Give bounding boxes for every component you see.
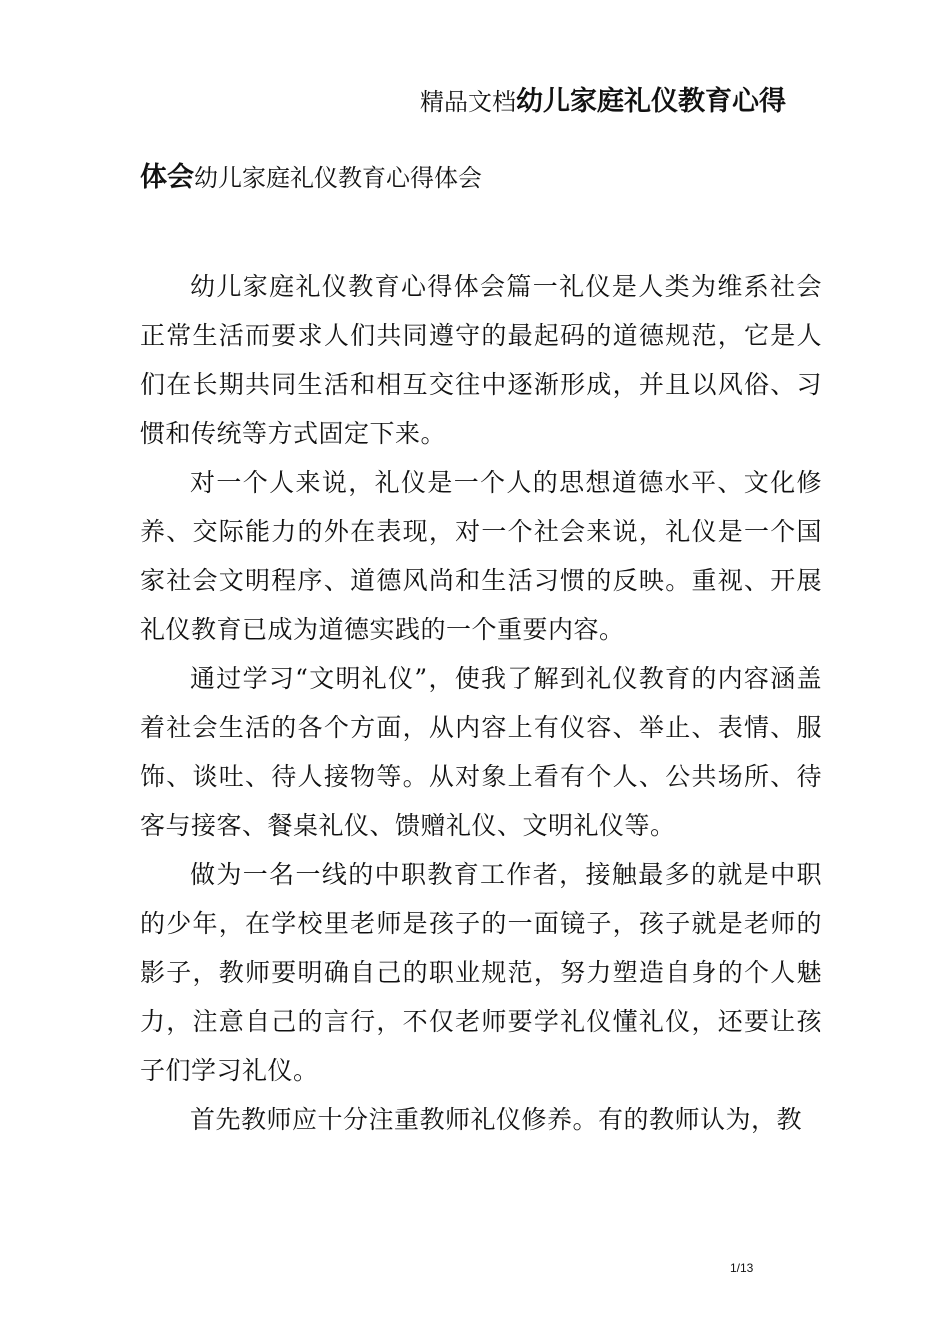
document-header <box>420 82 786 122</box>
paragraph-5: 首先教师应十分注重教师礼仪修养。有的教师认为，教 <box>190 1105 803 1134</box>
title-text: 幼儿家庭礼仪教育心得体会 <box>194 164 482 192</box>
title-bold-part: 体会 <box>140 162 194 193</box>
title-continuation <box>140 158 482 198</box>
page-number: 1/13 <box>730 1261 754 1275</box>
header-prefix: 精品文档 <box>420 88 516 116</box>
paragraph-4: 做为一名一线的中职教育工作者，接触最多的就是中职的少年，在学校里老师是孩子的一面镜子，孩子就是老师的影子，教师要明确自己的职业规范，努力塑造自身的个人魅力，注意自己的言行，不仅老师要学礼仪懂礼仪，还要让孩子们学习礼仪。 <box>140 860 822 1085</box>
paragraph-2: 对一个人来说，礼仪是一个人的思想道德水平、文化修养、交际能力的外在表现，对一个社会来说，礼仪是一个国家社会文明程序、道德风尚和生活习惯的反映。重视、开展礼仪教育已成为道德实践的一个重要内容。 <box>140 468 822 644</box>
paragraph-3: 通过学习“文明礼仪”，使我了解到礼仪教育的内容涵盖着社会生活的各个方面，从内容上有仪容、举止、表情、服饰、谈吐、待人接物等。从对象上看有个人、公共场所、待客与接客、餐桌礼仪、馈赠礼仪、文明礼仪等。 <box>140 664 822 840</box>
paragraph-1: 幼儿家庭礼仪教育心得体会篇一礼仪是人类为维系社会正常生活而要求人们共同遵守的最起码的道德规范，它是人们在长期共同生活和相互交往中逐渐形成，并且以风俗、习惯和传统等方式固定下来。 <box>140 272 822 448</box>
document-body <box>140 262 822 1144</box>
header-title: 幼儿家庭礼仪教育心得 <box>516 86 786 117</box>
